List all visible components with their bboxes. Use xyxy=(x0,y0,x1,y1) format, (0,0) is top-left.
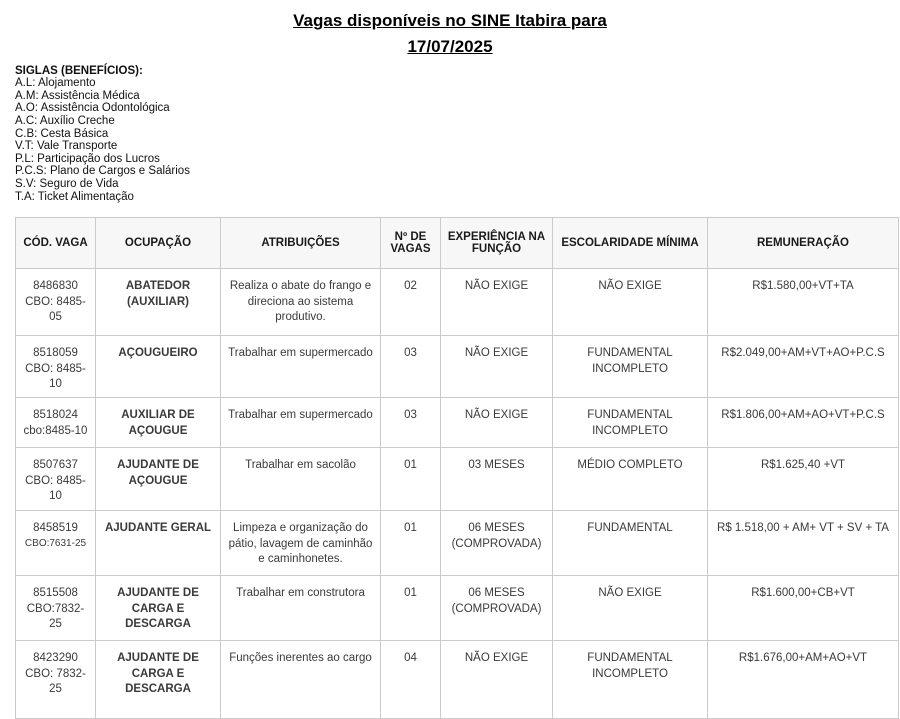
legend-item: C.B: Cesta Básica xyxy=(15,127,109,140)
salary-cell: R$ 1.518,00 + AM+ VT + SV + TA xyxy=(708,511,899,576)
vacancy-code-cell xyxy=(16,448,96,511)
vacancy-code: 8518024 xyxy=(33,409,78,422)
vacancy-cbo: CBO: 7832-25 xyxy=(25,667,86,696)
vacancy-code-cell xyxy=(16,511,96,576)
table-row xyxy=(16,576,899,641)
experience-cell: 06 MESES (COMPROVADA) xyxy=(441,576,553,641)
vacancy-code-cell xyxy=(16,576,96,641)
vacancy-code: 8507637 xyxy=(33,459,78,472)
vacancies-table xyxy=(15,217,899,719)
experience-cell: 03 MESES xyxy=(441,448,553,511)
duties-cell: Trabalhar em construtora xyxy=(221,576,381,641)
experience-cell: NÃO EXIGE xyxy=(441,641,553,719)
duties-cell: Trabalhar em supermercado xyxy=(221,398,381,448)
table-row xyxy=(16,511,899,576)
salary-cell: R$1.676,00+AM+AO+VT xyxy=(708,641,899,719)
column-header-ocupacao: OCUPAÇÃO xyxy=(96,218,221,269)
vacancy-code: 8518059 xyxy=(33,347,78,360)
occupation-cell: AJUDANTE DE CARGA E DESCARGA xyxy=(96,576,221,641)
openings-cell: 01 xyxy=(381,576,441,641)
legend-item: S.V: Seguro de Vida xyxy=(15,178,119,191)
salary-cell: R$1.600,00+CB+VT xyxy=(708,576,899,641)
duties-cell: Realiza o abate do frango e direciona ao sistema produtivo. xyxy=(221,269,381,336)
occupation-cell: AJUDANTE DE AÇOUGUE xyxy=(96,448,221,511)
legend-heading: SIGLAS (BENEFÍCIOS): xyxy=(15,64,143,77)
vacancy-code: 8458519 xyxy=(33,522,78,535)
experience-cell: NÃO EXIGE xyxy=(441,336,553,398)
column-header-vagas: Nº DE VAGAS xyxy=(381,218,441,269)
salary-cell: R$1.625,40 +VT xyxy=(708,448,899,511)
salary-cell: R$1.806,00+AM+AO+VT+P.C.S xyxy=(708,398,899,448)
vacancy-cbo: CBO: 8485-10 xyxy=(25,362,86,391)
vacancy-code-cell xyxy=(16,641,96,719)
vacancy-code-cell xyxy=(16,336,96,398)
occupation-cell: AÇOUGUEIRO xyxy=(96,336,221,398)
legend-item: P.L: Participação dos Lucros xyxy=(15,152,160,165)
occupation-cell: AJUDANTE DE CARGA E DESCARGA xyxy=(96,641,221,719)
table-header-row xyxy=(16,218,899,269)
education-cell: FUNDAMENTAL INCOMPLETO xyxy=(553,641,708,719)
legend-item: A.C: Auxílio Creche xyxy=(15,115,115,128)
table-row xyxy=(16,398,899,448)
duties-cell: Limpeza e organização do pátio, lavagem de caminhão e caminhonetes. xyxy=(221,511,381,576)
occupation-cell: AJUDANTE GERAL xyxy=(96,511,221,576)
benefits-legend xyxy=(15,65,900,204)
experience-cell: NÃO EXIGE xyxy=(441,398,553,448)
table-row xyxy=(16,641,899,719)
occupation-cell: AUXILIAR DE AÇOUGUE xyxy=(96,398,221,448)
vacancy-cbo: CBO:7832-25 xyxy=(26,602,85,631)
openings-cell: 04 xyxy=(381,641,441,719)
openings-cell: 02 xyxy=(381,269,441,336)
vacancy-code: 8515508 xyxy=(33,587,78,600)
table-row xyxy=(16,336,899,398)
legend-item: A.O: Assistência Odontológica xyxy=(15,102,170,115)
vacancy-code: 8486830 xyxy=(33,280,78,293)
table-row xyxy=(16,448,899,511)
vacancy-cbo: CBO:7631-25 xyxy=(24,537,87,549)
legend-item: P.C.S: Plano de Cargos e Salários xyxy=(15,165,190,178)
vacancy-cbo: cbo:8485-10 xyxy=(23,424,88,437)
legend-item: V.T: Vale Transporte xyxy=(15,140,118,153)
vacancy-cbo: CBO: 8485-05 xyxy=(25,295,86,324)
legend-item: T.A: Ticket Alimentação xyxy=(15,190,134,203)
education-cell: MÉDIO COMPLETO xyxy=(553,448,708,511)
duties-cell: Trabalhar em supermercado xyxy=(221,336,381,398)
education-cell: NÃO EXIGE xyxy=(553,269,708,336)
salary-cell: R$2.049,00+AM+VT+AO+P.C.S xyxy=(708,336,899,398)
openings-cell: 01 xyxy=(381,448,441,511)
duties-cell: Funções inerentes ao cargo xyxy=(221,641,381,719)
experience-cell: 06 MESES (COMPROVADA) xyxy=(441,511,553,576)
column-header-codigo: CÓD. VAGA xyxy=(16,218,96,269)
column-header-remuneracao: REMUNERAÇÃO xyxy=(708,218,899,269)
legend-item: A.M: Assistência Médica xyxy=(15,89,140,102)
education-cell: FUNDAMENTAL INCOMPLETO xyxy=(553,398,708,448)
openings-cell: 01 xyxy=(381,511,441,576)
openings-cell: 03 xyxy=(381,336,441,398)
vacancy-code: 8423290 xyxy=(33,652,78,665)
salary-cell: R$1.580,00+VT+TA xyxy=(708,269,899,336)
experience-cell: NÃO EXIGE xyxy=(441,269,553,336)
table-row xyxy=(16,269,899,336)
openings-cell: 03 xyxy=(381,398,441,448)
page-title-line1: Vagas disponíveis no SINE Itabira para xyxy=(293,11,607,30)
vacancy-code-cell xyxy=(16,398,96,448)
vacancy-cbo: CBO: 8485-10 xyxy=(25,474,86,503)
page-title-line2: 17/07/2025 xyxy=(407,37,493,57)
legend-item: A.L: Alojamento xyxy=(15,77,96,90)
duties-cell: Trabalhar em sacolão xyxy=(221,448,381,511)
vacancy-code-cell xyxy=(16,269,96,336)
column-header-escolaridade: ESCOLARIDADE MÍNIMA xyxy=(553,218,708,269)
education-cell: FUNDAMENTAL INCOMPLETO xyxy=(553,336,708,398)
column-header-atribuicoes: ATRIBUIÇÕES xyxy=(221,218,381,269)
education-cell: FUNDAMENTAL xyxy=(553,511,708,576)
education-cell: NÃO EXIGE xyxy=(553,576,708,641)
occupation-cell: ABATEDOR (AUXILIAR) xyxy=(96,269,221,336)
page-title xyxy=(0,8,900,61)
column-header-experiencia: EXPERIÊNCIA NA FUNÇÃO xyxy=(441,218,553,269)
